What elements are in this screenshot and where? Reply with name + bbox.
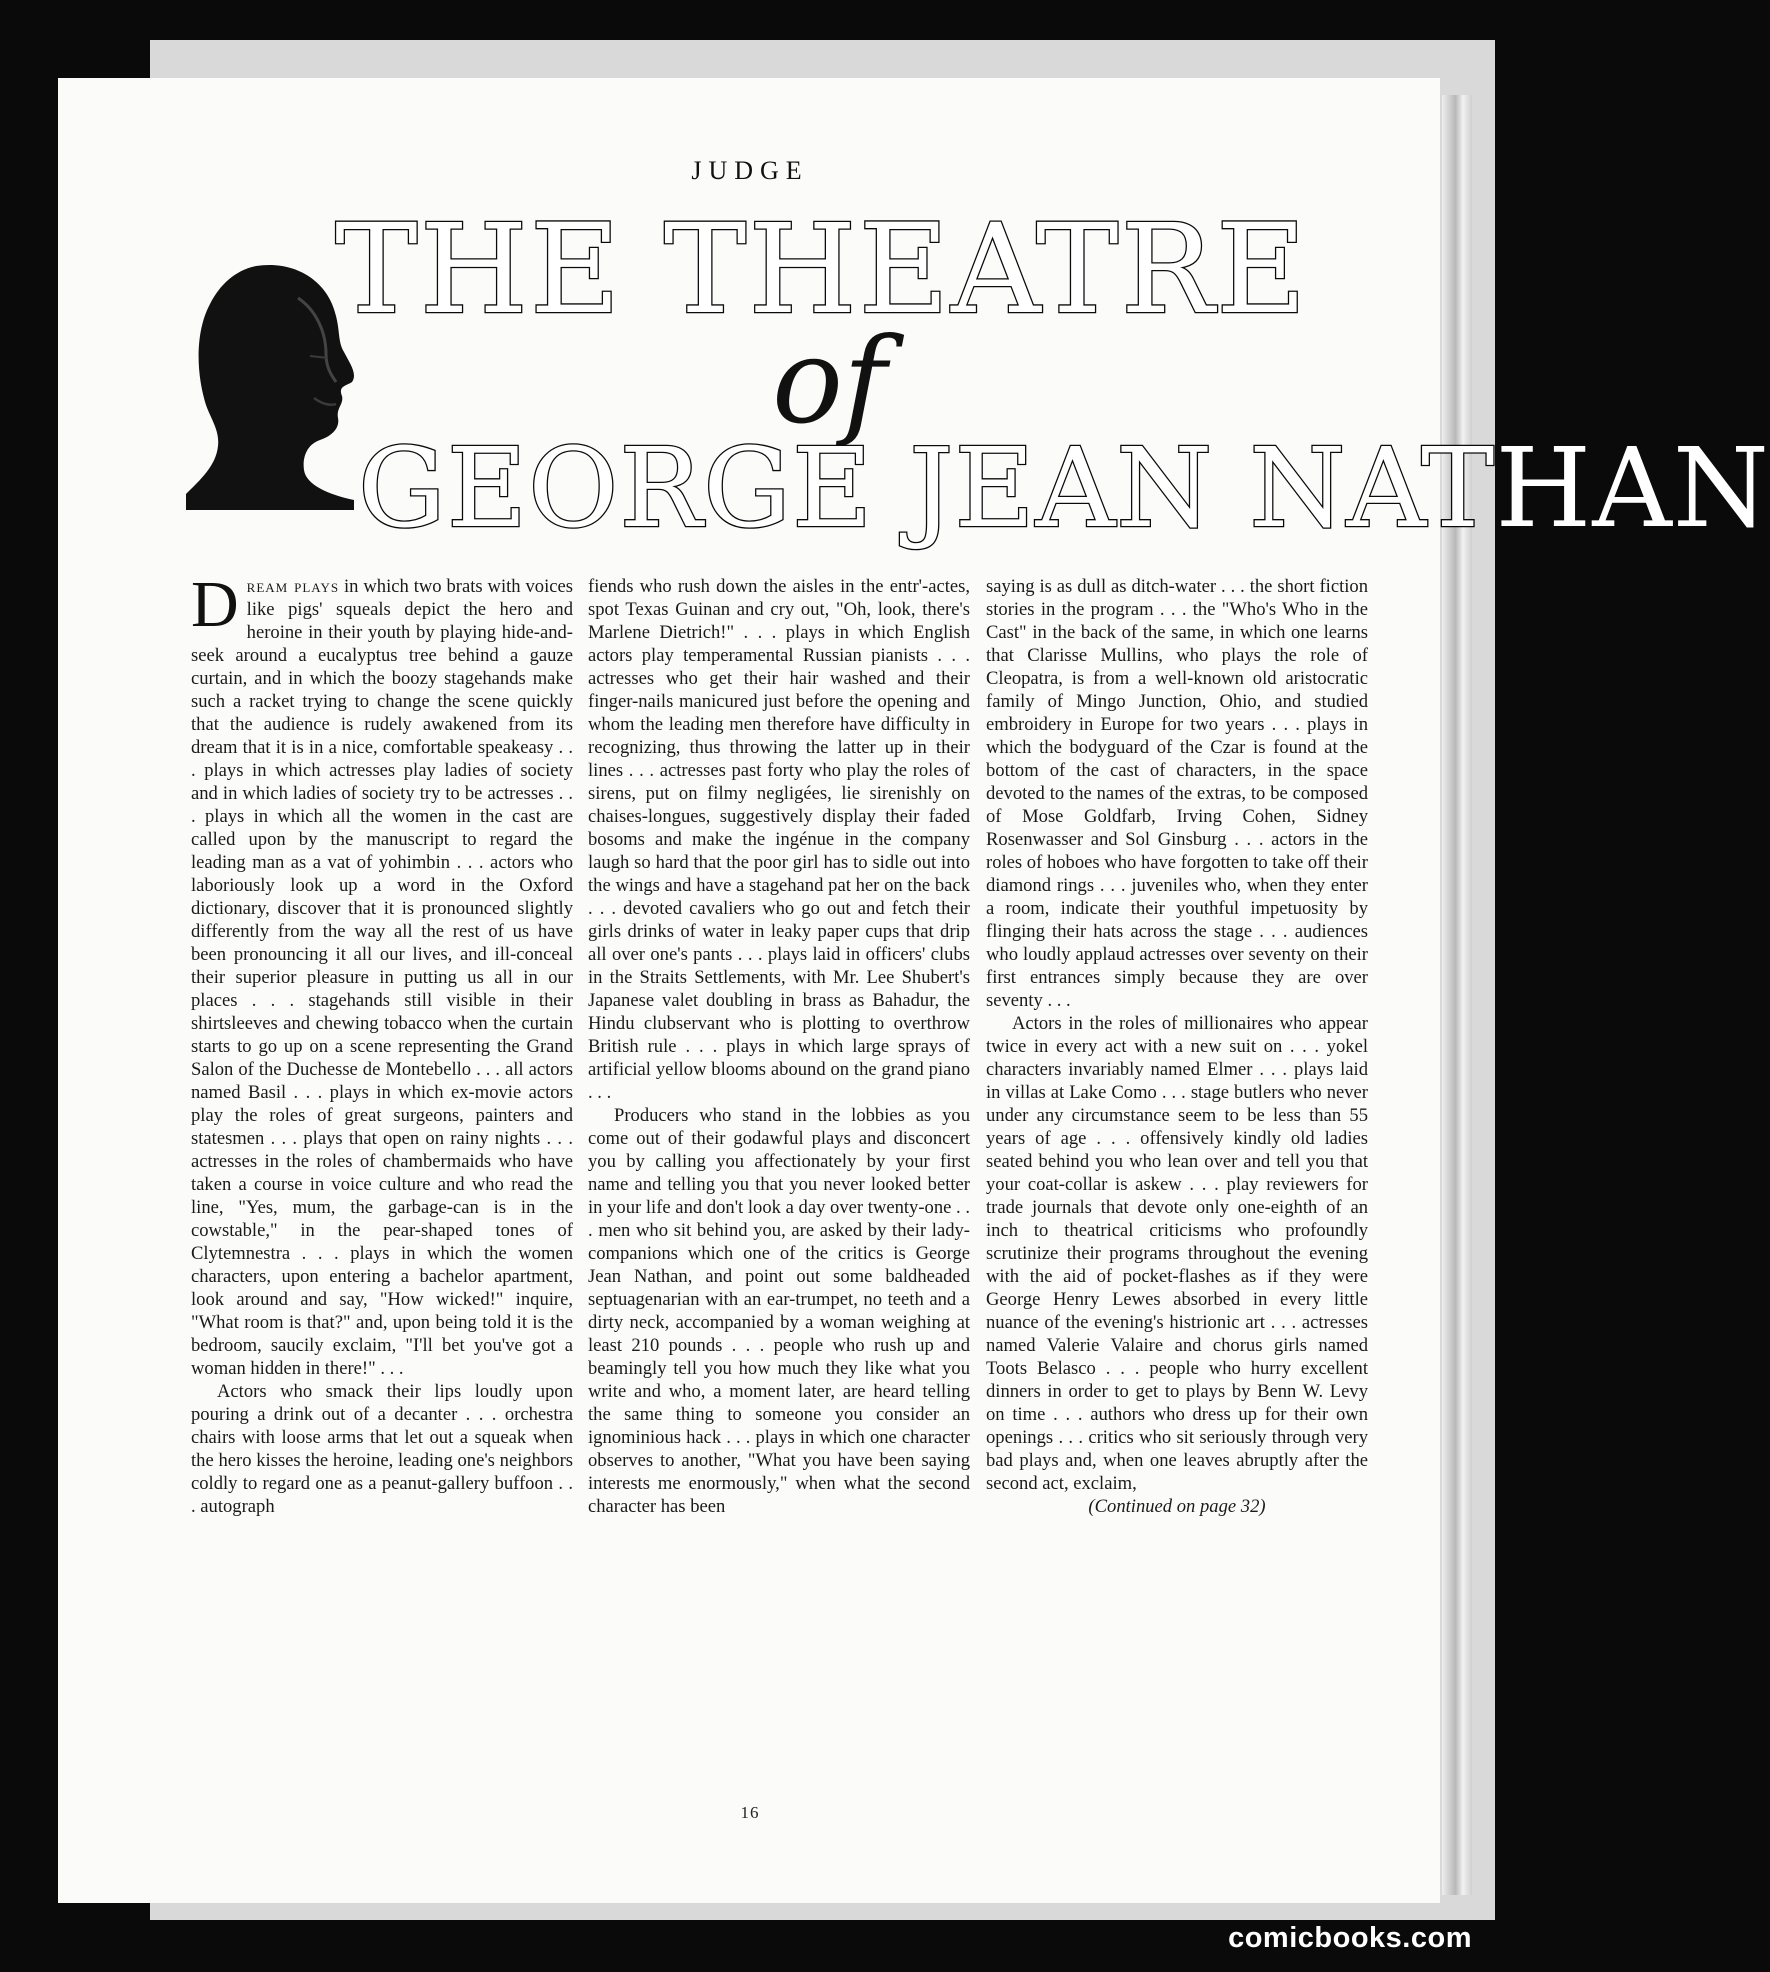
- article-paragraph: [191, 568, 573, 1380]
- watermark: comicbooks.com: [1228, 1922, 1472, 1954]
- title-of: of: [772, 312, 887, 450]
- lead-in: ream plays: [246, 576, 340, 597]
- masthead: JUDGE: [691, 156, 809, 185]
- article-column-1: [191, 568, 573, 1518]
- article-column-3: [986, 575, 1368, 1518]
- title-line-1: THE THEATRE: [335, 198, 1309, 342]
- page-edge: [1442, 95, 1472, 1895]
- continued-note: (Continued on page 32): [1088, 1496, 1266, 1517]
- article-paragraph: Actors who smack their lips loudly upon pouring a drink out of a decanter . . . orchestra chairs with loose arms that let out a squeak when the hero kisses the heroine, leading one's neighbors coldly to regard one as a peanut-gallery buffoon . . . autograph: [191, 1381, 573, 1517]
- paragraph-text: in which two brats with voices like pigs' squeals depict the hero and heroine in their youth by playing hide-and-seek around a eucalyptus tree behind a gauze curtain, and in which the boozy stagehands make such a racket trying to change the scene quickly that the audience is rudely awakened from its dream that it is in a nice, comfortable speakeasy . . . plays in which actresses play ladies of society and in which ladies of society try to be actresses . . . plays in which all the women in the cast are called upon by the manuscript to regard the leading man as a vat of yohimbin . . . actors who laboriously look up a word in the Oxford dictionary, discover that it is pronounced slightly differently from the way all the rest of us have been pronouncing it all our lives, and ill-conceal their superior pleasure in putting us all in our places . . . stagehands still visible in their shirtsleeves and chewing tobacco when the curtain starts to go up on a scene representing the Grand Salon of the Duchesse de Montebello . . . all actors named Basil . . . plays in which ex-movie actors play the roles of great surgeons, painters and statesmen . . . plays that open on rainy nights . . . actresses in the roles of chambermaids who have taken a course in voice culture and who read the line, "Yes, mum, the garbage-can is in the cowstable," in the pear-shaped tones of Clytemnestra . . . plays in which the women characters, upon entering a bachelor apartment, look around and say, "How wicked!" inquire, "What room is that?" and, upon being told it is the bedroom, saucily exclaim, "I'll bet you've got a woman hidden in there!" . . .: [191, 576, 573, 1379]
- article-paragraph: Actors in the roles of millionaires who appear twice in every act with a new suit on . . . yokel characters invariably named Elmer . . . plays laid in villas at Lake Como . . . stage butlers who never under any circumstance seem to be less than 55 years of age . . . offensively kindly old ladies seated behind you who lean over and tell you that your coat-collar is askew . . . play reviewers for trade journals that devote only one-eighth of an inch to theatrical criticisms who profoundly scrutinize their programs throughout the evening with the aid of pocket-flashes as if they were George Henry Lewes absorbed in every little nuance of the evening's histrionic art . . . actresses named Valerie Valaire and chorus girls named Toots Belasco . . . people who hurry excellent dinners in order to get to plays by Benn W. Levy on time . . . authors who dress up for their own openings . . . critics who sit seriously through very bad plays and, when one leaves abruptly after the second act, exclaim,: [986, 1013, 1368, 1494]
- article-column-2: [588, 575, 970, 1518]
- article-paragraph: Producers who stand in the lobbies as you come out of their godawful plays and disconcert you by calling you affectionately by your first name and telling you that you never looked better in your life and don't look a day over twenty-one . . . men who sit behind you, are asked by their lady-companions which one of the critics is George Jean Nathan, and point out some baldheaded septuagenarian with an ear-trumpet, no teeth and a dirty neck, accompanied by a woman weighing at least 210 pounds . . . people who rush up and beamingly tell you how much they like what you write and who, a moment later, are heard telling the same thing to someone you consider an ignominious hack . . . plays in which one character observes to another, "What you have been saying interests me enormously," when what the second character has been: [588, 1105, 970, 1517]
- article-paragraph: fiends who rush down the aisles in the entr'-actes, spot Texas Guinan and cry out, "Oh, look, there's Marlene Dietrich!" . . . plays in which English actors play temperamental Russian pianists . . . actresses who get their hair washed and their finger-nails manicured just before the opening and whom the leading men therefore have difficulty in recognizing, thus throwing the latter up in their lines . . . actresses past forty who play the roles of sirens, put on filmy negligées, lie sirenishly on chaises-longues, suggestively display their faded bosoms and make the ingénue in the company laugh so hard that the poor girl has to sidle out into the wings and have a stagehand pat her on the back . . . devoted cavaliers who go out and fetch their girls drinks of water in leaky paper cups that drip all over one's pants . . . plays laid in officers' clubs in the Straits Settlements, with Mr. Lee Shubert's Japanese valet doubling in brass as Bahadur, the Hindu clubservant who is plotting to overthrow British rule . . . plays in which large sprays of artificial yellow blooms abound on the grand piano . . .: [588, 576, 970, 1103]
- title-line-2: GEORGE JEAN NATHAN: [358, 424, 1770, 552]
- article-paragraph: saying is as dull as ditch-water . . . the short fiction stories in the program . . . the "Who's Who in the Cast" in the back of the same, in which one learns that Clarisse Mullins, who plays the role of Cleopatra, is from a well-known old aristocratic family of Mingo Junction, Ohio, and studied embroidery in Europe for two years . . . plays in which the bodyguard of the Czar is found at the bottom of the cast of characters, in the space devoted to the names of the extras, to be composed of Mose Goldfarb, Irving Cohen, Sidney Rosenwasser and Sol Ginsburg . . . actors in the roles of hoboes who have forgotten to take off their diamond rings . . . juveniles who, when they enter a room, indicate their youthful impetuosity by flinging their hats across the stage . . . audiences who loudly applaud actresses over seventy on their first entrances simply because they are over seventy . . .: [986, 576, 1368, 1011]
- page-number: 16: [740, 1803, 760, 1822]
- drop-cap: D: [191, 568, 239, 641]
